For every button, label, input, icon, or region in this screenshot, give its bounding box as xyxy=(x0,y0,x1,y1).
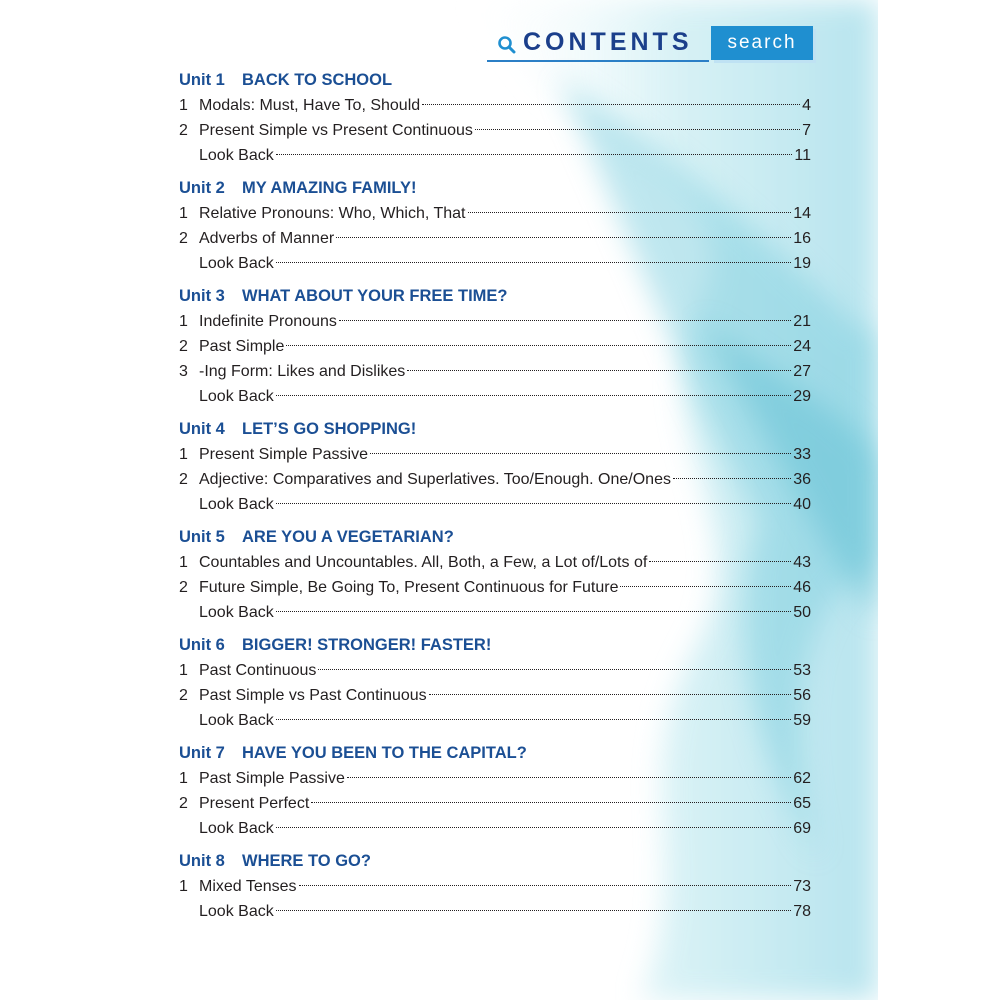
dot-leader xyxy=(620,586,791,587)
toc-entry[interactable] xyxy=(179,143,811,168)
dot-leader xyxy=(673,478,791,479)
unit-title: HAVE YOU BEEN TO THE CAPITAL? xyxy=(242,744,527,762)
entry-label: Past Simple Passive xyxy=(199,770,345,787)
unit-title: ARE YOU A VEGETARIAN? xyxy=(242,528,454,546)
unit-heading[interactable] xyxy=(179,633,811,658)
entry-label: Look Back xyxy=(199,820,274,837)
page-number: 36 xyxy=(793,471,811,488)
table-of-contents xyxy=(179,68,811,924)
toc-entry[interactable] xyxy=(179,766,811,791)
unit-number: Unit 1 xyxy=(179,71,225,89)
entry-number: 1 xyxy=(179,313,188,330)
entry-label: Look Back xyxy=(199,255,274,272)
toc-entry[interactable] xyxy=(179,658,811,683)
search-icon[interactable] xyxy=(497,35,517,55)
entry-label: Look Back xyxy=(199,388,274,405)
toc-entry[interactable] xyxy=(179,118,811,143)
entry-label: Countables and Uncountables. All, Both, a Few, a Lot of/Lots of xyxy=(199,554,648,571)
entry-label: Mixed Tenses xyxy=(199,878,297,895)
unit-number: Unit 2 xyxy=(179,179,225,197)
toc-entry[interactable] xyxy=(179,492,811,517)
entry-number: 1 xyxy=(179,554,188,571)
entry-number: 1 xyxy=(179,97,188,114)
entry-number: 1 xyxy=(179,446,188,463)
toc-entry[interactable] xyxy=(179,550,811,575)
unit-heading[interactable] xyxy=(179,68,811,93)
page-number: 24 xyxy=(793,338,811,355)
entry-number: 2 xyxy=(179,230,188,247)
unit-number: Unit 3 xyxy=(179,287,225,305)
page-number: 11 xyxy=(794,147,811,164)
unit-title: BIGGER! STRONGER! FASTER! xyxy=(242,636,492,654)
dot-leader xyxy=(276,154,793,155)
toc-entry[interactable] xyxy=(179,683,811,708)
dot-leader xyxy=(286,345,791,346)
page-number: 73 xyxy=(793,878,811,895)
toc-entry[interactable] xyxy=(179,226,811,251)
unit-number: Unit 8 xyxy=(179,852,225,870)
unit-heading[interactable] xyxy=(179,849,811,874)
toc-entry[interactable] xyxy=(179,791,811,816)
search-button[interactable]: search xyxy=(711,26,813,60)
toc-entry[interactable] xyxy=(179,442,811,467)
toc-entry[interactable] xyxy=(179,575,811,600)
unit-title: MY AMAZING FAMILY! xyxy=(242,179,417,197)
toc-entry[interactable] xyxy=(179,874,811,899)
toc-entry[interactable] xyxy=(179,899,811,924)
dot-leader xyxy=(468,212,792,213)
unit-heading[interactable] xyxy=(179,525,811,550)
entry-number: 2 xyxy=(179,579,188,596)
entry-label: Look Back xyxy=(199,903,274,920)
entry-number: 2 xyxy=(179,122,188,139)
entry-label: Past Simple xyxy=(199,338,285,355)
dot-leader xyxy=(276,827,791,828)
toc-entry[interactable] xyxy=(179,467,811,492)
dot-leader xyxy=(299,885,792,886)
entry-label: Adjective: Comparatives and Superlatives. Too/Enough. One/Ones xyxy=(199,471,671,488)
unit-number: Unit 4 xyxy=(179,420,225,438)
dot-leader xyxy=(475,129,800,130)
page-number: 53 xyxy=(793,662,811,679)
toc-entry[interactable] xyxy=(179,309,811,334)
page-margin xyxy=(878,0,1000,1000)
dot-leader xyxy=(276,910,791,911)
toc-entry[interactable] xyxy=(179,816,811,841)
page-number: 59 xyxy=(793,712,811,729)
page-number: 62 xyxy=(793,770,811,787)
page-number: 69 xyxy=(793,820,811,837)
entry-label: Present Simple Passive xyxy=(199,446,368,463)
entry-label: Present Simple vs Present Continuous xyxy=(199,122,473,139)
entry-number: 1 xyxy=(179,205,188,222)
entry-number: 2 xyxy=(179,338,188,355)
entry-label: Adverbs of Manner xyxy=(199,230,335,247)
page-number: 19 xyxy=(793,255,811,272)
page-number: 14 xyxy=(793,205,811,222)
dot-leader xyxy=(339,320,791,321)
dot-leader xyxy=(422,104,800,105)
entry-label: Modals: Must, Have To, Should xyxy=(199,97,421,114)
unit-title: WHERE TO GO? xyxy=(242,852,371,870)
toc-entry[interactable] xyxy=(179,600,811,625)
entry-number: 2 xyxy=(179,795,188,812)
entry-label: Look Back xyxy=(199,604,274,621)
dot-leader xyxy=(429,694,792,695)
page-number: 16 xyxy=(793,230,811,247)
dot-leader xyxy=(276,395,791,396)
unit-title: WHAT ABOUT YOUR FREE TIME? xyxy=(242,287,508,305)
unit-heading[interactable] xyxy=(179,741,811,766)
dot-leader xyxy=(336,237,791,238)
dot-leader xyxy=(649,561,791,562)
entry-label: Relative Pronouns: Who, Which, That xyxy=(199,205,466,222)
page-number: 33 xyxy=(793,446,811,463)
entry-number: 1 xyxy=(179,662,188,679)
page-number: 21 xyxy=(793,313,811,330)
entry-number: 1 xyxy=(179,770,188,787)
page-title: CONTENTS xyxy=(523,28,693,56)
unit-title: BACK TO SCHOOL xyxy=(242,71,393,89)
unit-heading[interactable] xyxy=(179,417,811,442)
dot-leader xyxy=(276,719,791,720)
entry-label: Look Back xyxy=(199,712,274,729)
unit-heading[interactable] xyxy=(179,176,811,201)
entry-label: Look Back xyxy=(199,147,274,164)
toc-entry[interactable] xyxy=(179,251,811,276)
dot-leader xyxy=(407,370,791,371)
toc-entry[interactable] xyxy=(179,708,811,733)
toc-entry[interactable] xyxy=(179,359,811,384)
dot-leader xyxy=(370,453,791,454)
page-number: 27 xyxy=(793,363,811,380)
unit-number: Unit 7 xyxy=(179,744,225,762)
toc-entry[interactable] xyxy=(179,93,811,118)
page-number: 65 xyxy=(793,795,811,812)
toc-entry[interactable] xyxy=(179,201,811,226)
entry-number: 1 xyxy=(179,878,188,895)
entry-label: Indefinite Pronouns xyxy=(199,313,337,330)
page-number: 78 xyxy=(793,903,811,920)
entry-label: Past Simple vs Past Continuous xyxy=(199,687,427,704)
dot-leader xyxy=(276,262,791,263)
page-number: 56 xyxy=(793,687,811,704)
dot-leader xyxy=(276,503,791,504)
entry-label: Look Back xyxy=(199,496,274,513)
unit-title: LET’S GO SHOPPING! xyxy=(242,420,417,438)
toc-entry[interactable] xyxy=(179,384,811,409)
title-underline xyxy=(487,60,709,62)
unit-number: Unit 6 xyxy=(179,636,225,654)
entry-number: 2 xyxy=(179,471,188,488)
page-number: 46 xyxy=(793,579,811,596)
dot-leader xyxy=(347,777,791,778)
entry-label: Present Perfect xyxy=(199,795,310,812)
dot-leader xyxy=(276,611,791,612)
page-number: 4 xyxy=(802,97,811,114)
dot-leader xyxy=(318,669,791,670)
page-number: 29 xyxy=(793,388,811,405)
dot-leader xyxy=(311,802,791,803)
page-number: 7 xyxy=(802,122,811,139)
page-number: 40 xyxy=(793,496,811,513)
entry-label: Future Simple, Be Going To, Present Continuous for Future xyxy=(199,579,619,596)
unit-heading[interactable] xyxy=(179,284,811,309)
unit-number: Unit 5 xyxy=(179,528,225,546)
entry-label: -Ing Form: Likes and Dislikes xyxy=(199,363,406,380)
page-number: 43 xyxy=(793,554,811,571)
entry-number: 3 xyxy=(179,363,188,380)
entry-label: Past Continuous xyxy=(199,662,317,679)
page-number: 50 xyxy=(793,604,811,621)
entry-number: 2 xyxy=(179,687,188,704)
toc-entry[interactable] xyxy=(179,334,811,359)
